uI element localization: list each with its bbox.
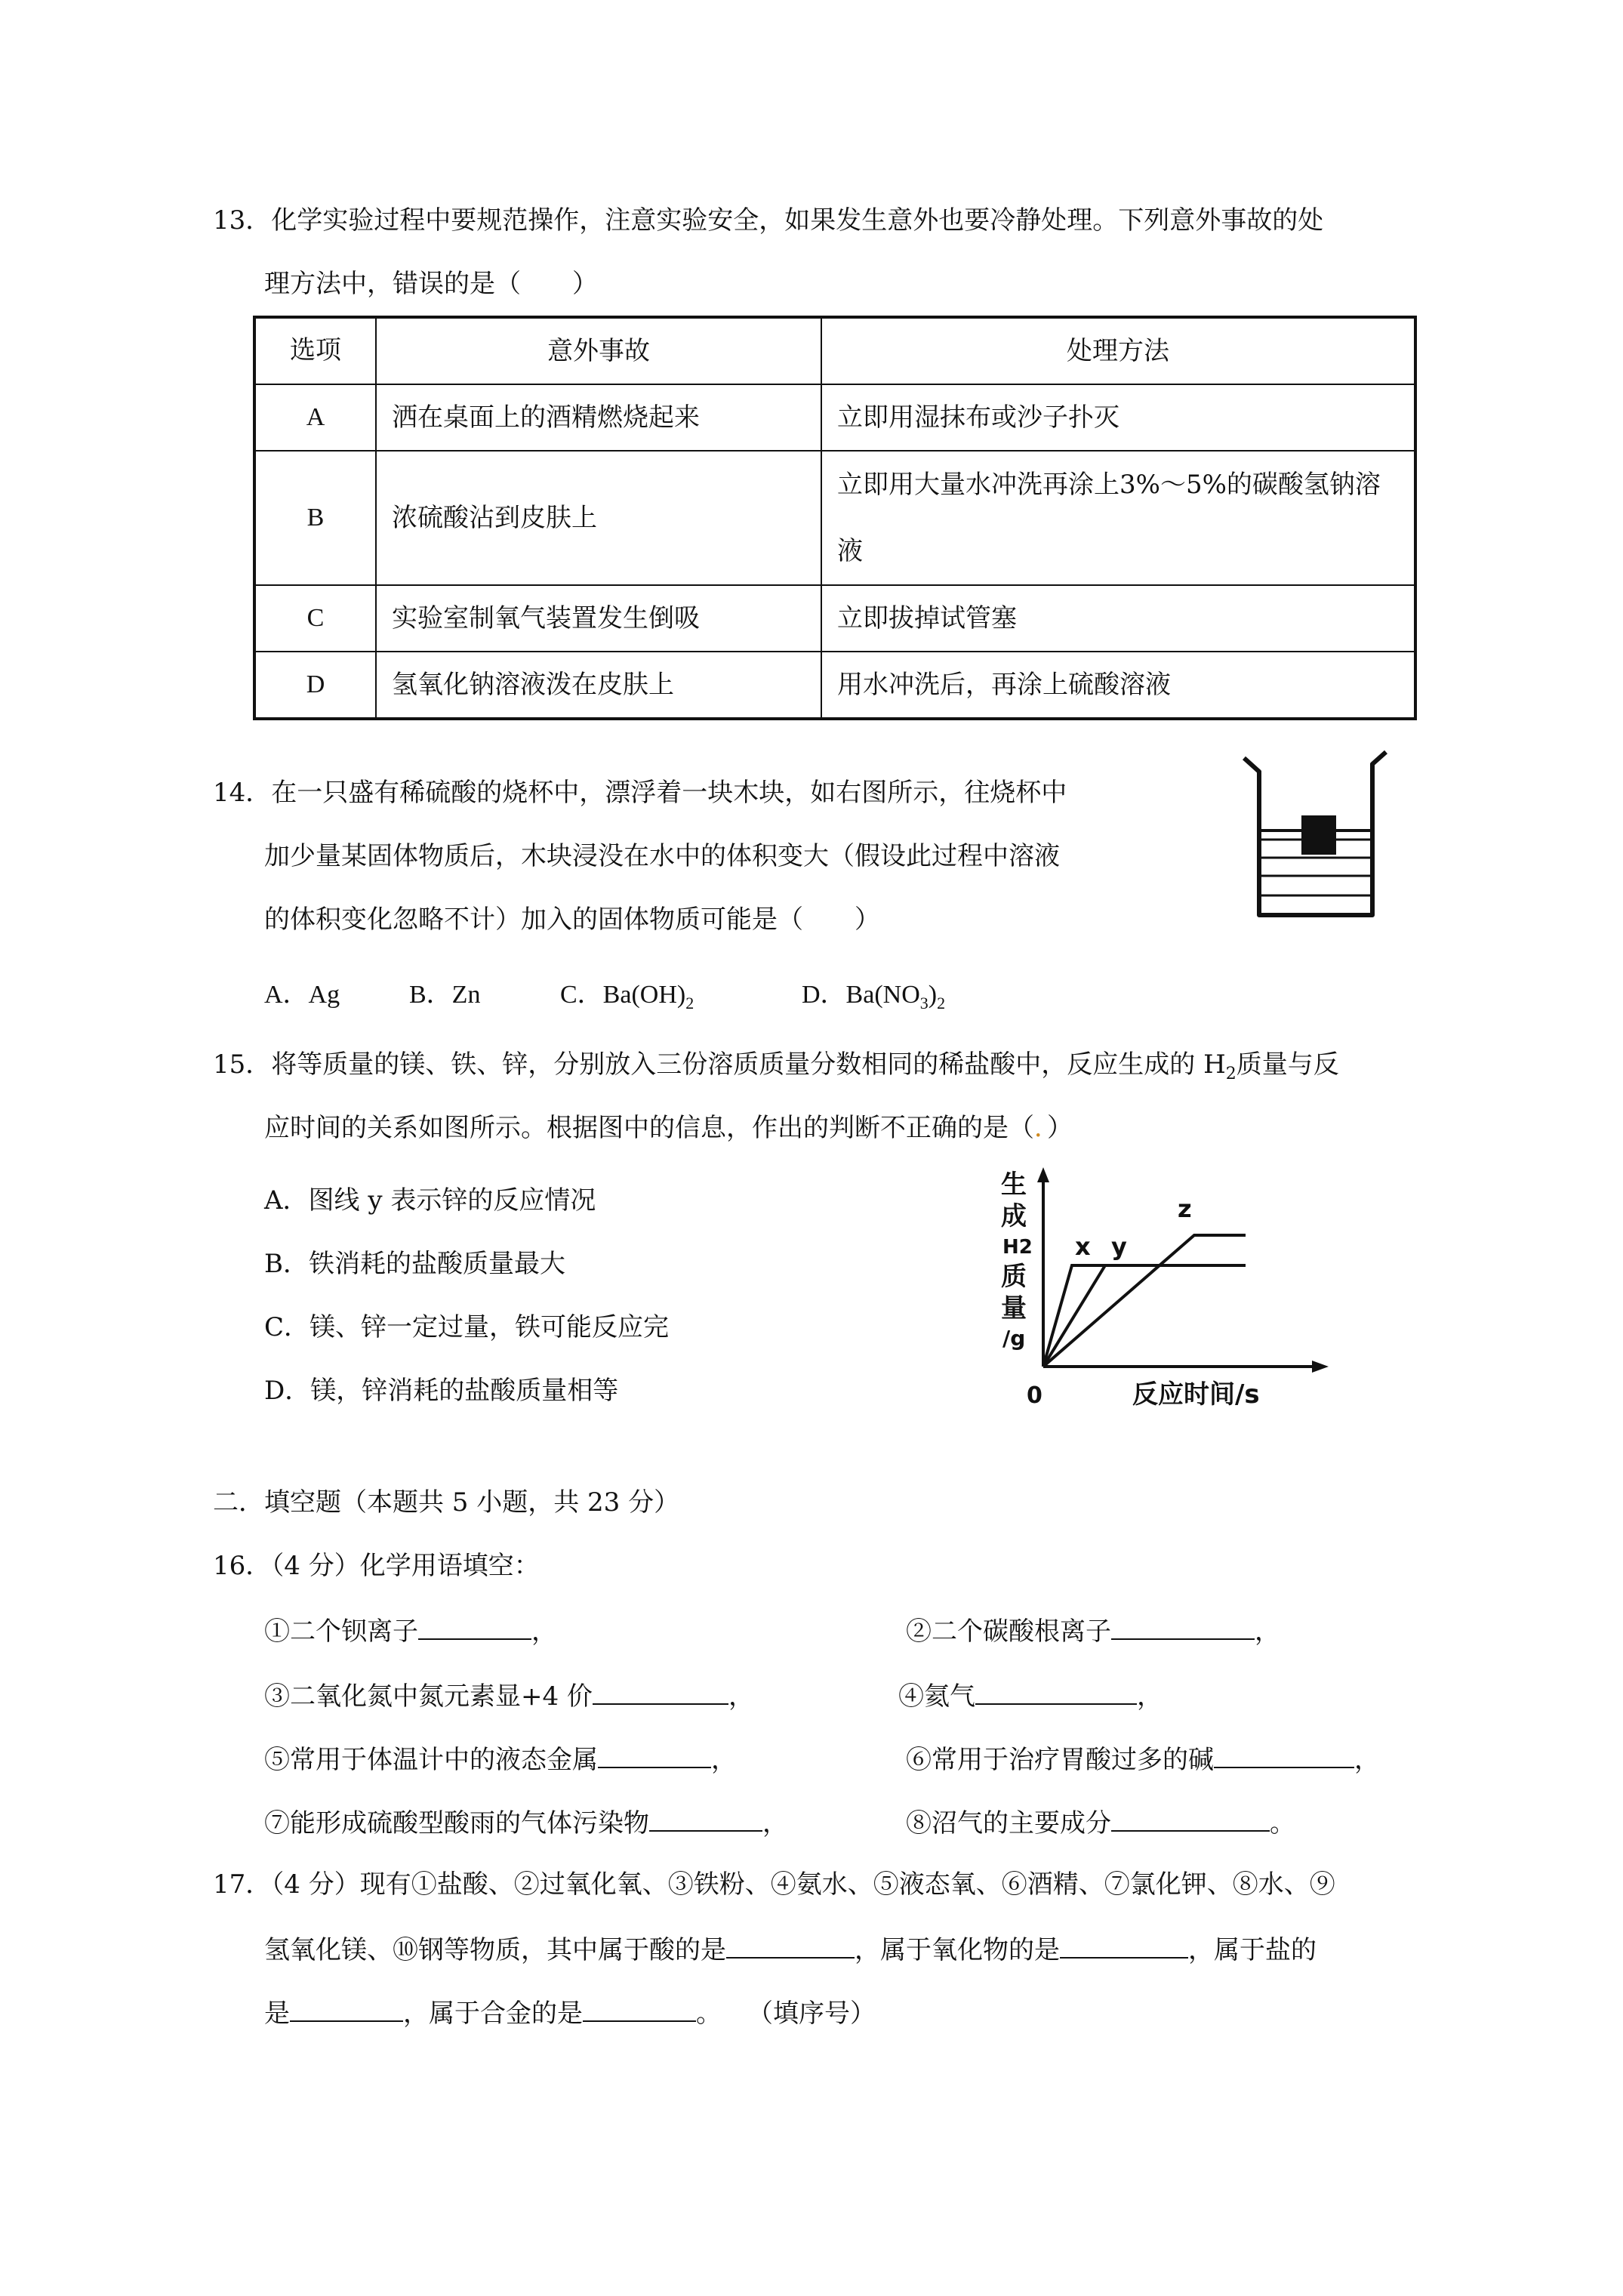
q16-item-text: ①二个钡离子 bbox=[264, 1616, 418, 1647]
answer-blank[interactable] bbox=[418, 1613, 531, 1640]
graph-label-y: y bbox=[1111, 1232, 1127, 1261]
q17-text: ，属于盐的 bbox=[1188, 1935, 1317, 1965]
q14-option-d bbox=[802, 978, 945, 1020]
beaker-figure bbox=[1238, 747, 1397, 929]
table-row bbox=[254, 451, 1415, 585]
graph-ylabel-6: /g bbox=[1002, 1326, 1026, 1351]
answer-blank[interactable] bbox=[975, 1678, 1137, 1705]
q14-option-b: B．Zn bbox=[409, 981, 481, 1009]
answer-blank[interactable] bbox=[649, 1804, 762, 1832]
comma: ， bbox=[1137, 1681, 1163, 1712]
q13-stem-line2: 理方法中，错误的是（ ） bbox=[264, 269, 598, 299]
section-2-title: 二．填空题（本题共 5 小题，共 23 分） bbox=[213, 1487, 680, 1518]
q17-stem-line2 bbox=[264, 1931, 1317, 1967]
q16-title: 16．（4 分）化学用语填空： bbox=[213, 1551, 540, 1581]
period: 。 bbox=[1270, 1808, 1295, 1838]
header-option: 选项 bbox=[254, 317, 376, 384]
q16-item-text: ⑤常用于体温计中的液态金属 bbox=[264, 1745, 598, 1775]
answer-blank-alloy[interactable] bbox=[583, 1995, 696, 2022]
graph-origin: 0 bbox=[1027, 1382, 1042, 1409]
q16-item-text: ②二个碳酸根离子 bbox=[906, 1616, 1111, 1647]
row-option: A bbox=[254, 384, 376, 451]
q16-item-text: ⑧沼气的主要成分 bbox=[906, 1808, 1111, 1838]
comma: ， bbox=[711, 1745, 737, 1775]
q14-stem-line2: 加少量某固体物质后，木块浸没在水中的体积变大（假设此过程中溶液 bbox=[264, 841, 1060, 871]
q15-line1-a: 15．将等质量的镁、铁、锌，分别放入三份溶质质量分数相同的稀盐酸中，反应生成的 H bbox=[213, 1049, 1226, 1080]
comma: ， bbox=[1354, 1745, 1380, 1775]
q15-dot: ． bbox=[1034, 1113, 1047, 1143]
q15-stem-line1 bbox=[213, 1048, 1339, 1091]
q17-text: 是 bbox=[264, 1999, 290, 2029]
q15-option-c: C．镁、锌一定过量，铁可能反应完 bbox=[264, 1312, 670, 1342]
q16-item-7 bbox=[264, 1804, 788, 1840]
subscript: 2 bbox=[1225, 1064, 1236, 1083]
q16-item-text: ⑦能形成硫酸型酸雨的气体污染物 bbox=[264, 1808, 649, 1838]
q15-option-d: D．镁，锌消耗的盐酸质量相等 bbox=[264, 1376, 619, 1406]
comma: ， bbox=[762, 1808, 788, 1838]
row-event: 实验室制氧气装置发生倒吸 bbox=[376, 585, 821, 652]
q14-option-d-text: D．Ba(NO bbox=[802, 981, 920, 1009]
table-row bbox=[254, 652, 1415, 719]
graph-ylabel-4: 质 bbox=[1001, 1262, 1027, 1292]
comma: ， bbox=[1255, 1616, 1280, 1647]
subscript: 3 bbox=[919, 993, 929, 1012]
graph-ylabel-2: 成 bbox=[1001, 1201, 1027, 1231]
q16-item-6 bbox=[906, 1741, 1380, 1777]
graph-label-z: z bbox=[1178, 1194, 1192, 1223]
q14-option-c-text: C．Ba(OH) bbox=[560, 981, 686, 1009]
q16-item-text: ③二氧化氮中氮元素显+4 价 bbox=[264, 1681, 593, 1712]
paren: ) bbox=[928, 981, 938, 1009]
row-option: B bbox=[254, 451, 376, 585]
answer-blank[interactable] bbox=[593, 1678, 728, 1705]
q16-item-text: ⑥常用于治疗胃酸过多的碱 bbox=[906, 1745, 1214, 1775]
graph-ylabel-1: 生 bbox=[1001, 1170, 1027, 1200]
q16-item-3 bbox=[264, 1678, 754, 1713]
answer-blank[interactable] bbox=[1214, 1741, 1354, 1768]
reaction-graph bbox=[996, 1163, 1351, 1435]
answer-blank[interactable] bbox=[1111, 1804, 1270, 1832]
row-method: 立即拔掉试管塞 bbox=[821, 585, 1415, 652]
row-event: 洒在桌面上的酒精燃烧起来 bbox=[376, 384, 821, 451]
answer-blank-oxide[interactable] bbox=[1060, 1931, 1188, 1959]
q14-stem-line1: 14．在一只盛有稀硫酸的烧杯中，漂浮着一块木块，如右图所示，往烧杯中 bbox=[213, 778, 1067, 808]
row-event: 氢氧化钠溶液泼在皮肤上 bbox=[376, 652, 821, 719]
graph-ylabel-5: 量 bbox=[1001, 1293, 1027, 1324]
header-event: 意外事故 bbox=[376, 317, 821, 384]
q14-option-a: A．Ag bbox=[264, 981, 340, 1009]
q16-item-text: ④氦气 bbox=[898, 1681, 975, 1712]
answer-blank-acid[interactable] bbox=[726, 1931, 855, 1959]
answer-blank[interactable] bbox=[1111, 1613, 1255, 1640]
q14-stem-line3: 的体积变化忽略不计）加入的固体物质可能是（ ） bbox=[264, 905, 880, 935]
q17-stem-line3 bbox=[264, 1995, 876, 2030]
graph-line-z bbox=[1043, 1235, 1246, 1367]
q15-line1-b: 质量与反 bbox=[1236, 1049, 1339, 1080]
q13-stem-line1: 13．化学实验过程中要规范操作，注意实验安全，如果发生意外也要冷静处理。下列意外事故的处 bbox=[213, 205, 1324, 236]
table-row bbox=[254, 585, 1415, 652]
q15-line2-b: ） bbox=[1047, 1113, 1073, 1143]
row-method: 用水冲洗后，再涂上硫酸溶液 bbox=[821, 652, 1415, 719]
graph-label-x: x bbox=[1075, 1232, 1091, 1261]
q16-item-5 bbox=[264, 1741, 737, 1777]
subscript: 2 bbox=[937, 993, 946, 1012]
graph-ylabel-3: H2 bbox=[1002, 1236, 1033, 1259]
subscript: 2 bbox=[685, 993, 694, 1012]
q16-item-8 bbox=[906, 1804, 1295, 1840]
comma: ， bbox=[531, 1616, 557, 1647]
header-method: 处理方法 bbox=[821, 317, 1415, 384]
q17-text: ，属于氧化物的是 bbox=[855, 1935, 1060, 1965]
row-method: 立即用大量水冲洗再涂上3%～5%的碳酸氢钠溶液 bbox=[821, 451, 1415, 585]
comma: ， bbox=[728, 1681, 754, 1712]
q17-stem-line1: 17．（4 分）现有①盐酸、②过氧化氧、③铁粉、④氨水、⑤液态氧、⑥酒精、⑦氯化钾、⑧水、⑨ bbox=[213, 1869, 1335, 1900]
q17-text: 。 （填序号） bbox=[696, 1999, 876, 2029]
q15-option-b: B．铁消耗的盐酸质量最大 bbox=[264, 1249, 565, 1279]
row-option: D bbox=[254, 652, 376, 719]
row-event: 浓硫酸沾到皮肤上 bbox=[376, 451, 821, 585]
table-header-row bbox=[254, 317, 1415, 384]
answer-blank-salt[interactable] bbox=[290, 1995, 403, 2022]
q17-text: 氢氧化镁、⑩钢等物质，其中属于酸的是 bbox=[264, 1935, 726, 1965]
q17-text: ，属于合金的是 bbox=[403, 1999, 583, 2029]
graph-xlabel: 反应时间/s bbox=[1132, 1379, 1260, 1410]
q14-option-c bbox=[560, 978, 694, 1020]
q15-line2-a: 应时间的关系如图所示。根据图中的信息，作出的判断不正确的是（ bbox=[264, 1113, 1034, 1143]
row-method: 立即用湿抹布或沙子扑灭 bbox=[821, 384, 1415, 451]
q15-option-a: A．图线 y 表示锌的反应情况 bbox=[264, 1185, 596, 1216]
q16-item-2 bbox=[906, 1613, 1280, 1648]
q16-item-4 bbox=[898, 1678, 1163, 1713]
q16-item-1 bbox=[264, 1613, 557, 1648]
row-option: C bbox=[254, 585, 376, 652]
graph-line-y bbox=[1043, 1265, 1105, 1367]
accident-table bbox=[253, 316, 1417, 720]
wood-block bbox=[1301, 815, 1336, 855]
q15-stem-line2 bbox=[264, 1111, 1073, 1145]
answer-blank[interactable] bbox=[598, 1741, 711, 1768]
table-row bbox=[254, 384, 1415, 451]
